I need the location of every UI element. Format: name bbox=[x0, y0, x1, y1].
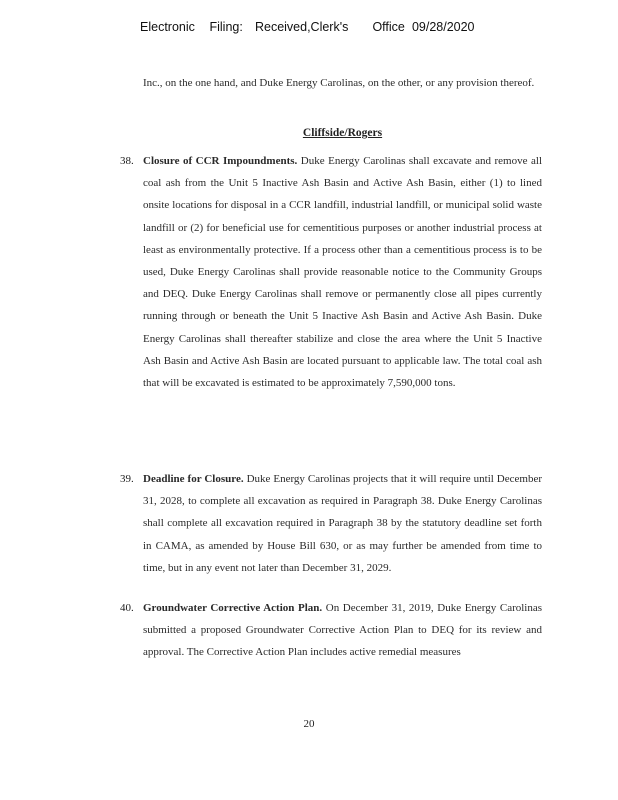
paragraph-number: 38. bbox=[120, 155, 134, 167]
header-received: Received,Clerk's bbox=[254, 20, 349, 34]
paragraph-title: Deadline for Closure. bbox=[143, 473, 244, 485]
paragraph-40 bbox=[143, 597, 542, 664]
paragraph-text: Duke Energy Carolinas shall excavate and remove all coal ash from the Unit 5 Inactive Ash Basin and Active Ash Basin, either (1) to lined onsite locations for disposal in a CCR landfill, industrial landfill, or municipal solid waste landfill or (2) for beneficial use for cementitious purposes or another industrial process at least as environmentally protective. If a process other than a cementitious process is to be used, Duke Energy Carolinas shall provide reasonable notice to the Community Groups and DEQ. Duke Energy Carolinas shall remove or permanently close all pipes currently running through or beneath the Unit 5 Inactive Ash Basin and Active Ash Basin. Duke Energy Carolinas shall thereafter stabilize and close the area where the Unit 5 Inactive Ash Basin and Active Ash Basin are located pursuant to applicable law. The total coal ash that will be excavated is estimated to be approximately 7,590,000 tons. bbox=[143, 155, 543, 390]
paragraph-number: 39. bbox=[120, 473, 134, 485]
header-electronic: Electronic bbox=[140, 20, 195, 34]
paragraph-title: Groundwater Corrective Action Plan. bbox=[143, 602, 323, 614]
paragraph-title: Closure of CCR Impoundments. bbox=[143, 155, 298, 167]
paragraph-text: On December 31, 2019, Duke Energy Carolinas submitted a proposed Groundwater Corrective Action Plan to DEQ for its review and approval. The Corrective Action Plan includes active remedial measures bbox=[143, 602, 543, 659]
paragraph-text: Duke Energy Carolinas projects that it will require until December 31, 2028, to complete all excavation as required in Paragraph 38. Duke Energy Carolinas shall complete all excavation required in Paragraph 38 by the statutory deadline set forth in CAMA, as amended by House Bill 630, or as may further be amended from time to time, but in any event not later than December 31, 2029. bbox=[143, 473, 542, 574]
paragraph-39 bbox=[143, 468, 542, 579]
paragraph-38 bbox=[143, 150, 542, 394]
header-filing: Filing: bbox=[209, 20, 243, 34]
page-number: 20 bbox=[303, 718, 315, 730]
continued-paragraph: Inc., on the one hand, and Duke Energy Carolinas, on the other, or any provision thereof. bbox=[143, 77, 535, 89]
section-heading: Cliffside/Rogers bbox=[302, 127, 383, 139]
filing-header bbox=[140, 20, 475, 34]
header-office: Office bbox=[372, 20, 405, 34]
paragraph-number: 40. bbox=[120, 602, 134, 614]
header-date: 09/28/2020 bbox=[411, 20, 475, 34]
